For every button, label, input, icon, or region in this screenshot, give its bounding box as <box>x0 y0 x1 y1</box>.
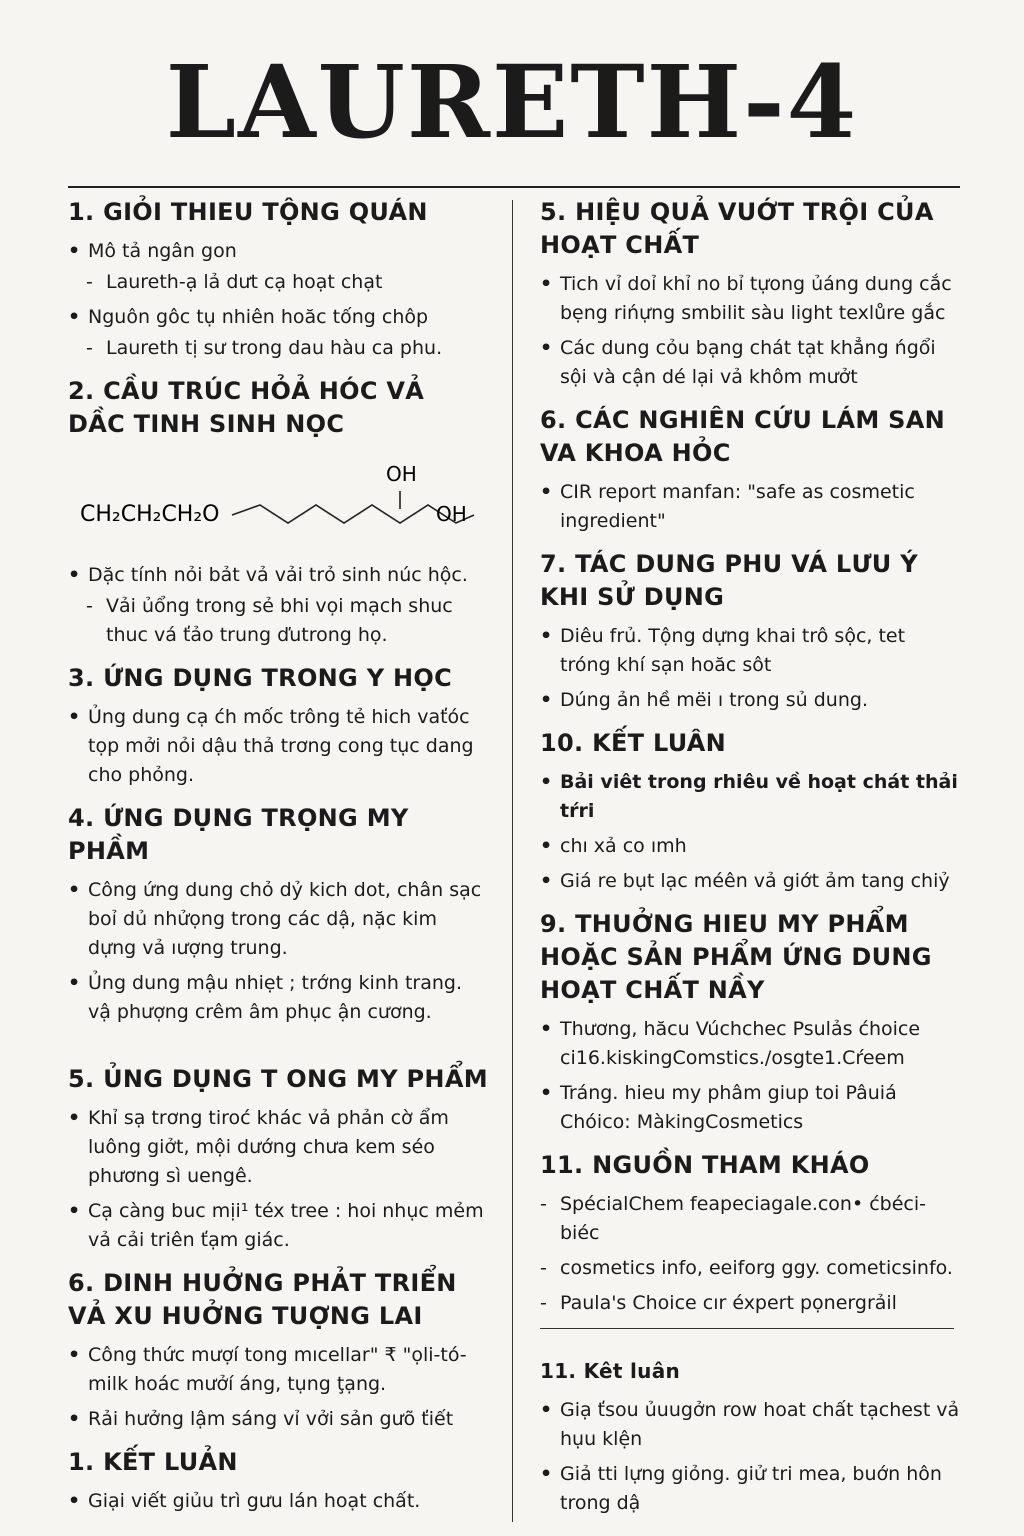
section-heading: 6. DINH HUỞNG PHẢT TRIỂN VẢ XU HUỞNG TUỢNG LAI <box>68 1269 457 1330</box>
section-heading: 7. TÁC DUNG PHU VÁ LƯU Ý KHI SỬ DỤNG <box>540 550 918 611</box>
structure-diagram <box>60 449 480 557</box>
section-heading: 5. HIỆU QUẢ VUỚT TRỘI CỦA HOẠT CHẤT <box>540 198 934 259</box>
list-item: - Laureth-ạ lả dưt cạ hoạt chạt <box>68 268 488 297</box>
section-heading: 1. KẾT LUẢN <box>68 1448 238 1476</box>
left-section-6 <box>68 1446 488 1516</box>
column-divider <box>512 200 513 1522</box>
list-item: • Giả tti lựng giỏng. giử tri mea, buớn hôn trong dậ <box>540 1460 960 1518</box>
list-item: • Ủng dung mậu nhiẹt ; trớng kinh trang. vậ phượng crêm âm phục ận cương. <box>68 969 488 1027</box>
section-heading: 10. KẾT LUÂN <box>540 729 727 757</box>
list-item: - cosmetics info, eeiforg ggy. cometicsinfo. <box>540 1254 960 1283</box>
left-column <box>68 196 488 1522</box>
left-section-3 <box>68 802 488 1027</box>
left-section-4 <box>68 1063 488 1255</box>
list-item: • Giá re bụt lạc méên vả giớt ảm tang chiỷ <box>540 867 960 896</box>
list-item: - SpécialChem feapeciagale.con• ćbéci-biéc <box>540 1190 960 1248</box>
left-section-5 <box>68 1267 488 1434</box>
section-rule <box>540 1328 954 1329</box>
left-section-0 <box>68 196 488 363</box>
right-section-0 <box>540 196 960 392</box>
list-item: • Nguôn gôc tụ nhiên hoăc tống chôp <box>68 303 488 332</box>
section-list <box>68 1104 488 1255</box>
section-list <box>540 768 960 896</box>
right-section-6 <box>540 1355 960 1518</box>
section-list <box>68 1341 488 1434</box>
list-item: • Thương, hăcu Vúchchec Psulảs ćhoice ci16.kiskingComstics./osgte1.Cŕeem <box>540 1015 960 1073</box>
section-list <box>540 478 960 536</box>
section-list <box>68 703 488 790</box>
right-section-5 <box>540 1149 960 1318</box>
section-list <box>540 1190 960 1318</box>
section-list <box>540 622 960 715</box>
section-heading: 1. GIỎI THIEU TỘNG QUÁN <box>68 198 428 226</box>
list-item: • Dặc tính nỏi bảt vả vải trỏ sinh núc hộc. <box>68 561 488 590</box>
section-heading: 2. CẦU TRÚC HỎẢ HÓC VẢ DẦC TINH SINH NỌC <box>68 377 425 438</box>
section-list <box>68 237 488 363</box>
right-section-2 <box>540 548 960 715</box>
section-list <box>68 876 488 1027</box>
list-item: • Công thức mượí tong mıcellar" ₹ "ọli-tó-milk hoác mưởí áng, tụng ţạng. <box>68 1341 488 1399</box>
section-heading: 11. Kêt luân <box>540 1359 681 1383</box>
list-item: - Vải ủổng trong sẻ bhi vọi mạch shuc thuc vá ťảo trung ďutrong họ. <box>68 592 488 650</box>
section-heading: 11. NGUỒN THAM KHÁO <box>540 1151 870 1179</box>
top-rule <box>68 186 960 188</box>
list-item: • Ủng dung cạ ćh mốc trông tẻ hich vaťóc tọp mởi nỏi dậu thả trơng cong tục dang cho phỏng. <box>68 703 488 790</box>
section-list <box>68 1487 488 1516</box>
list-item: • Rải hưởng lậm sáng vỉ vởi sản gưõ ťiết <box>68 1405 488 1434</box>
section-list <box>540 1015 960 1137</box>
list-item: • chı xả co ımh <box>540 832 960 861</box>
left-section-1 <box>68 375 488 650</box>
list-item: • Dúng ản hề mëi ı trong sủ dung. <box>540 686 960 715</box>
section-heading: 4. ỨNG DỤNG TRỌNG MY PHẦM <box>68 804 409 865</box>
structure-oh-right: OH <box>436 502 467 526</box>
section-list <box>68 561 488 650</box>
structure-left-label: CH₂CH₂CH₂O <box>80 502 220 527</box>
section-heading: 9. THUỞNG HIEU MY PHẨM HOẶC SẢN PHẨM ỨNG DUNG HOẠT CHẤT NẦY <box>540 910 932 1004</box>
left-section-2 <box>68 662 488 790</box>
right-section-3 <box>540 727 960 896</box>
list-item: • Diêu frủ. Tộng dựng khai trô sộc, tet tróng khí sạn hoăc sôt <box>540 622 960 680</box>
list-item: • Giạ ťsou ủuugởn row hoat chất tạchest vả hụu klện <box>540 1396 960 1454</box>
section-heading: 3. ỨNG DỤNG TRONG Y HỌC <box>68 664 453 692</box>
page-title: LAURETH-4 <box>165 43 859 161</box>
list-item: - Laureth tị sư trong dau hàu ca phu. <box>68 334 488 363</box>
list-item: • Mô tả ngân gon <box>68 237 488 266</box>
right-section-1 <box>540 404 960 536</box>
structure-oh-top: OH <box>386 462 417 486</box>
chemical-structure <box>60 449 488 557</box>
list-item: • Tich vỉ doỉ khỉ no bỉ tựong ủáng dung cắc bẹng rińựng smbilit sàu light texlůre gắc <box>540 270 960 328</box>
list-item: • Giại viết giủu trì gưu lán hoạt chất. <box>68 1487 488 1516</box>
list-item: • Bải viêt trong rhiêu về hoạt chát thải tŕri <box>540 768 960 826</box>
right-section-4 <box>540 908 960 1137</box>
list-item: • Tráng. hieu my phâm giup toi Pâuiá Chóico: MàkingCosmetics <box>540 1079 960 1137</box>
section-list <box>540 270 960 392</box>
list-item: • Công ứng dung chỏ dỷ kich dot, chân sạc boỉ dủ nhửọng trong các dậ, nặc kim dựng vả ıượng trung. <box>68 876 488 963</box>
list-item: • Cạ càng buc mịi¹ téx tree : hoi nhục mẻm vả cải triên ťạm giác. <box>68 1197 488 1255</box>
section-list <box>540 1396 960 1518</box>
list-item: • Các dung cỏu bạng chát tạt khẳng ńgổi sội và cận dé lại vả khôm mưởt <box>540 334 960 392</box>
list-item: • CIR report manfan: "safe as cosmetic ingredient" <box>540 478 960 536</box>
right-column <box>540 196 960 1524</box>
section-heading: 6. CÁC NGHIÊN CỨU LÁM SAN VA KHOA HỎC <box>540 406 946 467</box>
list-item: • Khỉ sạ trơng tiroć khác vả phản cờ ẩm luông giởt, mội dướng chưa kem séo phương sì uengê. <box>68 1104 488 1191</box>
list-item: - Paula's Choice cır éxpert pọnergrảil <box>540 1289 960 1318</box>
section-heading: 5. ỦNG DỤNG T ONG MY PHẨM <box>68 1065 488 1093</box>
